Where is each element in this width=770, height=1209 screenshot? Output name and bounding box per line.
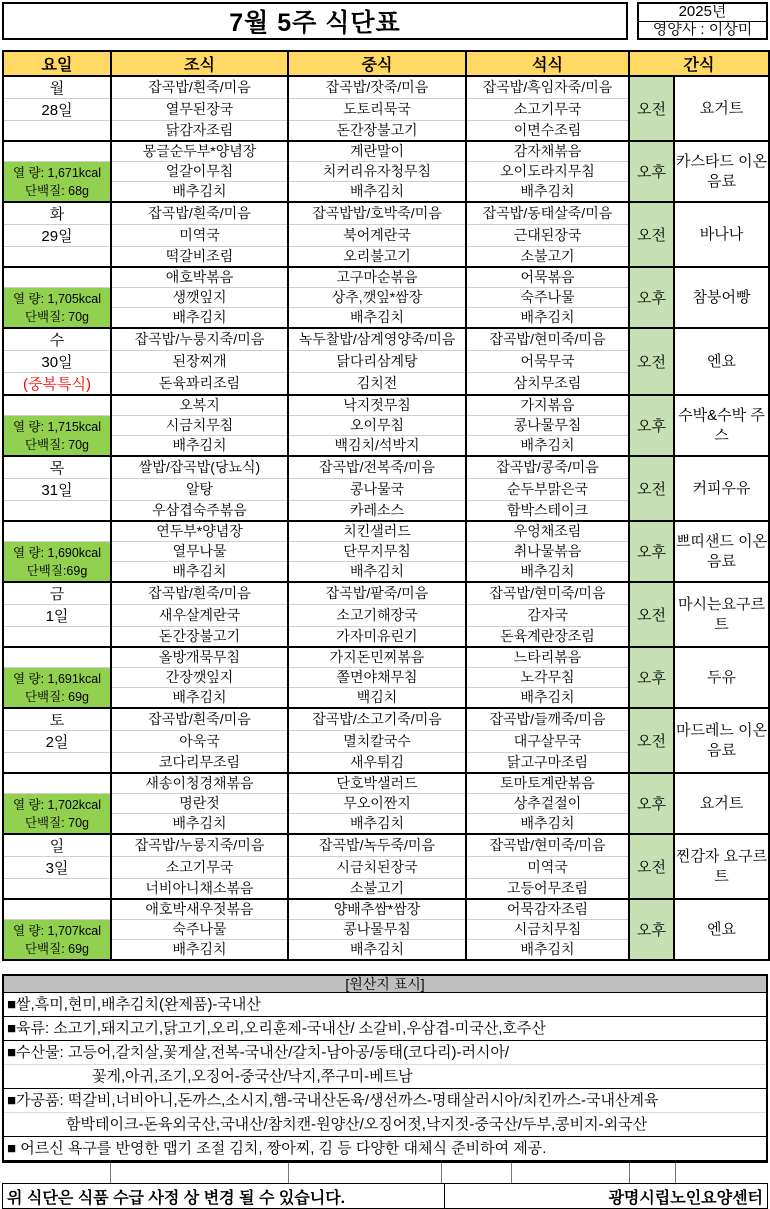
dinner-item: 가지볶음 xyxy=(466,395,629,416)
footer-facility-name: 광명시립노인요양센터 xyxy=(608,1189,763,1207)
origin-entry-notice xyxy=(4,1137,766,1160)
am-snack: 요거트 xyxy=(674,76,769,141)
am-label: 오전 xyxy=(629,76,674,141)
pm-snack: 수박&수박 주스 xyxy=(674,395,769,456)
lunch-item: 무오이짠지 xyxy=(288,794,466,814)
protein-value: 단백질:69g xyxy=(26,563,88,578)
day-row xyxy=(3,708,769,731)
lunch-item: 고구마순볶음 xyxy=(288,267,466,288)
dinner-item: 잡곡밥/현미죽/미음 xyxy=(466,582,629,605)
breakfast-item: 배추김치 xyxy=(111,436,288,457)
breakfast-item: 잡곡밥/누룽지죽/미음 xyxy=(111,328,288,351)
origin-line: 꽃게,아귀,조기,오징어-중국산/낙지,쭈구미-베트남 xyxy=(4,1064,766,1088)
breakfast-item: 몽글순두부*양념장 xyxy=(111,141,288,162)
lunch-item: 배추김치 xyxy=(288,940,466,961)
origin-line: ■ 어르신 욕구를 반영한 맵기 조절 김치, 짱아찌, 김 등 다양한 대체식 준비하여 제공. xyxy=(7,1140,547,1157)
grid-cell xyxy=(442,1163,512,1183)
lunch-item: 녹두찰밥/삼계영양죽/미음 xyxy=(288,328,466,351)
dinner-item: 잡곡밥/콩죽/미음 xyxy=(466,456,629,479)
day-row xyxy=(3,834,769,857)
day-row xyxy=(3,76,769,99)
protein-value: 단백질: 69g xyxy=(24,689,90,704)
lunch-item: 잡곡밥/녹두죽/미음 xyxy=(288,834,466,857)
lunch-item: 낙지젓무침 xyxy=(288,395,466,416)
grid-cell xyxy=(512,1163,630,1183)
am-snack: 엔요 xyxy=(674,328,769,395)
dinner-item: 대구살무국 xyxy=(466,731,629,753)
origin-entry-seafood xyxy=(4,1041,766,1089)
day-row xyxy=(3,456,769,479)
am-snack: 찐감자 요구르트 xyxy=(674,834,769,899)
lunch-item: 오이무침 xyxy=(288,416,466,436)
day-row xyxy=(3,202,769,225)
breakfast-item: 시금치무침 xyxy=(111,416,288,436)
breakfast-item: 올방개묵무침 xyxy=(111,647,288,668)
nutrition-cell xyxy=(3,794,111,835)
breakfast-item: 연두부*양념장 xyxy=(111,521,288,542)
lunch-item: 계란말이 xyxy=(288,141,466,162)
pm-label: 오후 xyxy=(629,395,674,456)
breakfast-item: 쌀밥/잡곡밥(당뇨식) xyxy=(111,456,288,479)
dinner-item: 토마토계란볶음 xyxy=(466,773,629,794)
page-title: 7월 5주 식단표 xyxy=(2,2,628,40)
nutrition-cell xyxy=(3,542,111,583)
protein-value: 단백질: 70g xyxy=(24,437,90,452)
lunch-item: 북어계란국 xyxy=(288,225,466,247)
protein-value: 단백질: 70g xyxy=(24,815,90,830)
day-empty-cell xyxy=(3,395,111,416)
year-label: 2025년 xyxy=(639,4,766,22)
lunch-item: 돈간장불고기 xyxy=(288,121,466,142)
breakfast-item: 열무나물 xyxy=(111,542,288,562)
dinner-item: 배추김치 xyxy=(466,436,629,457)
lunch-item: 김치전 xyxy=(288,373,466,396)
lunch-item: 소불고기 xyxy=(288,879,466,900)
col-header-snack: 간식 xyxy=(629,51,769,76)
kcal-value: 열 량: 1,707kcal xyxy=(12,923,102,938)
protein-value: 단백질: 69g xyxy=(24,941,90,956)
nutrition-cell xyxy=(3,162,111,203)
dinner-item: 배추김치 xyxy=(466,940,629,961)
dinner-item: 함박스테이크 xyxy=(466,501,629,522)
breakfast-item: 생깻잎지 xyxy=(111,288,288,308)
pm-snack: 참붕어빵 xyxy=(674,267,769,328)
dinner-item: 돈육계란장조림 xyxy=(466,627,629,648)
dinner-item: 배추김치 xyxy=(466,688,629,709)
nutritionist-label: 영양사 : 이상미 xyxy=(652,20,753,38)
lunch-item: 가지돈민찌볶음 xyxy=(288,647,466,668)
breakfast-item: 아욱국 xyxy=(111,731,288,753)
lunch-item: 상추,깻잎*쌈장 xyxy=(288,288,466,308)
breakfast-item: 얼갈이무침 xyxy=(111,162,288,182)
day-note xyxy=(3,501,111,522)
am-snack: 커피우유 xyxy=(674,456,769,521)
origin-line: ■가공품: 떡갈비,너비아니,돈까스,소시지,햄-국내산돈육/생선까스-명태살러시아/치킨까스-국내산계육 xyxy=(7,1092,659,1109)
day-note xyxy=(3,627,111,648)
nutrition-cell xyxy=(3,920,111,961)
pm-snack: 요거트 xyxy=(674,773,769,834)
breakfast-item: 애호박새우젓볶음 xyxy=(111,899,288,920)
dinner-item: 소불고기 xyxy=(466,247,629,268)
dinner-item: 잡곡밥/현미죽/미음 xyxy=(466,834,629,857)
breakfast-item: 배추김치 xyxy=(111,688,288,709)
year-box xyxy=(637,2,768,40)
dinner-item: 느타리볶음 xyxy=(466,647,629,668)
breakfast-item: 돈육꽈리조림 xyxy=(111,373,288,396)
am-label: 오전 xyxy=(629,328,674,395)
lunch-item: 도토리묵국 xyxy=(288,99,466,121)
lunch-item: 새우튀김 xyxy=(288,753,466,774)
dinner-item: 콩나물무침 xyxy=(466,416,629,436)
breakfast-item: 새송이청경채볶음 xyxy=(111,773,288,794)
breakfast-item: 애호박볶음 xyxy=(111,267,288,288)
breakfast-item: 배추김치 xyxy=(111,814,288,835)
nutrition-cell xyxy=(3,416,111,457)
dinner-item: 소고기무국 xyxy=(466,99,629,121)
breakfast-item: 된장찌개 xyxy=(111,351,288,373)
meal-plan-table xyxy=(2,50,770,961)
footer-row xyxy=(2,1183,768,1209)
lunch-item: 단호박샐러드 xyxy=(288,773,466,794)
lunch-item: 멸치칼국수 xyxy=(288,731,466,753)
day-row xyxy=(3,647,769,668)
day-row xyxy=(3,773,769,794)
breakfast-item: 미역국 xyxy=(111,225,288,247)
day-name: 화 xyxy=(3,202,111,225)
dinner-item: 배추김치 xyxy=(466,814,629,835)
kcal-value: 열 량: 1,671kcal xyxy=(12,165,102,180)
dinner-item: 잡곡밥/동태살죽/미음 xyxy=(466,202,629,225)
pm-label: 오후 xyxy=(629,647,674,708)
dinner-item: 미역국 xyxy=(466,857,629,879)
day-name: 일 xyxy=(3,834,111,857)
origin-entry-rice xyxy=(4,993,766,1017)
breakfast-item: 잡곡밥/흰죽/미음 xyxy=(111,76,288,99)
dinner-item: 노각무침 xyxy=(466,668,629,688)
day-empty-cell xyxy=(3,521,111,542)
breakfast-item: 배추김치 xyxy=(111,562,288,583)
breakfast-item: 배추김치 xyxy=(111,308,288,329)
day-row xyxy=(3,141,769,162)
breakfast-item: 명란젓 xyxy=(111,794,288,814)
day-date: 28일 xyxy=(3,99,111,121)
breakfast-item: 열무된장국 xyxy=(111,99,288,121)
day-note xyxy=(3,121,111,142)
meal-plan-page xyxy=(2,2,768,1209)
dinner-item: 잡곡밥/흑임자죽/미음 xyxy=(466,76,629,99)
grid-cell xyxy=(676,1163,768,1183)
day-empty-cell xyxy=(3,141,111,162)
day-date: 29일 xyxy=(3,225,111,247)
lunch-item: 배추김치 xyxy=(288,562,466,583)
dinner-item: 이면수조림 xyxy=(466,121,629,142)
day-name: 월 xyxy=(3,76,111,99)
lunch-item: 치킨샐러드 xyxy=(288,521,466,542)
dinner-item: 닭고구마조림 xyxy=(466,753,629,774)
lunch-item: 콩나물무침 xyxy=(288,920,466,940)
breakfast-item: 배추김치 xyxy=(111,940,288,961)
dinner-item: 상추겉절이 xyxy=(466,794,629,814)
day-row xyxy=(3,582,769,605)
day-empty-cell xyxy=(3,773,111,794)
grid-cell xyxy=(289,1163,442,1183)
lunch-item: 백김치 xyxy=(288,688,466,709)
day-row xyxy=(3,521,769,542)
am-label: 오전 xyxy=(629,708,674,773)
origin-line: ■육류: 소고기,돼지고기,닭고기,오리,오리훈제-국내산/ 소갈비,우삼겹-미국산,호주산 xyxy=(7,1020,546,1037)
dinner-item: 취나물볶음 xyxy=(466,542,629,562)
lunch-item: 백김치/석박지 xyxy=(288,436,466,457)
lunch-item: 잡곡밥/팥죽/미음 xyxy=(288,582,466,605)
dinner-item: 근대된장국 xyxy=(466,225,629,247)
lunch-item: 치커리유자청무침 xyxy=(288,162,466,182)
nutrition-cell xyxy=(3,668,111,709)
origin-line: ■수산물: 고등어,갈치살,꽃게살,전복-국내산/갈치-남아공/동태(코다리)-러시아/ xyxy=(7,1044,510,1061)
am-label: 오전 xyxy=(629,834,674,899)
origin-section xyxy=(2,974,768,1163)
dinner-item: 순두부맑은국 xyxy=(466,479,629,501)
lunch-item: 콩나물국 xyxy=(288,479,466,501)
breakfast-item: 떡갈비조림 xyxy=(111,247,288,268)
lunch-item: 카레소스 xyxy=(288,501,466,522)
am-label: 오전 xyxy=(629,202,674,267)
day-note xyxy=(3,879,111,900)
day-date: 1일 xyxy=(3,605,111,627)
protein-value: 단백질: 70g xyxy=(24,309,90,324)
day-date: 2일 xyxy=(3,731,111,753)
origin-entry-processed xyxy=(4,1089,766,1137)
grid-cell xyxy=(111,1163,289,1183)
spacer xyxy=(2,40,768,50)
day-empty-cell xyxy=(3,267,111,288)
lunch-item: 잡곡밥/전복죽/미음 xyxy=(288,456,466,479)
day-note: (중복특식) xyxy=(3,373,111,396)
pm-label: 오후 xyxy=(629,141,674,202)
day-row xyxy=(3,899,769,920)
dinner-item: 어묵무국 xyxy=(466,351,629,373)
day-date: 31일 xyxy=(3,479,111,501)
breakfast-item: 코다리무조림 xyxy=(111,753,288,774)
breakfast-item: 잡곡밥/흰죽/미음 xyxy=(111,202,288,225)
day-empty-cell xyxy=(3,647,111,668)
lunch-item: 양배추쌈*쌈장 xyxy=(288,899,466,920)
day-name: 토 xyxy=(3,708,111,731)
top-header xyxy=(2,2,768,40)
day-note xyxy=(3,247,111,268)
breakfast-item: 숙주나물 xyxy=(111,920,288,940)
dinner-item: 배추김치 xyxy=(466,308,629,329)
breakfast-item: 간장깻잎지 xyxy=(111,668,288,688)
breakfast-item: 잡곡밥/흰죽/미음 xyxy=(111,582,288,605)
dinner-item: 감자채볶음 xyxy=(466,141,629,162)
pm-snack: 쁘띠샌드 이온음료 xyxy=(674,521,769,582)
nutrition-cell xyxy=(3,288,111,329)
lunch-item: 소고기해장국 xyxy=(288,605,466,627)
dinner-item: 시금치무침 xyxy=(466,920,629,940)
footer-notice: 위 식단은 식품 수급 사정 상 변경 될 수 있습니다. xyxy=(3,1184,445,1208)
pm-snack: 카스타드 이온음료 xyxy=(674,141,769,202)
column-header-row xyxy=(3,51,769,76)
day-name: 수 xyxy=(3,328,111,351)
breakfast-item: 알탕 xyxy=(111,479,288,501)
lunch-item: 오리불고기 xyxy=(288,247,466,268)
origin-line: 함박테이크-돈육외국산,국내산/참치캔-원양산/오징어젓,낙지젓-중국산/두부,콩비지-외국산 xyxy=(4,1112,766,1136)
dinner-item: 어묵볶음 xyxy=(466,267,629,288)
day-name: 금 xyxy=(3,582,111,605)
breakfast-item: 배추김치 xyxy=(111,182,288,203)
day-row xyxy=(3,395,769,416)
breakfast-item: 새우살계란국 xyxy=(111,605,288,627)
pm-label: 오후 xyxy=(629,899,674,960)
lunch-item: 단무지무침 xyxy=(288,542,466,562)
breakfast-item: 너비아니채소볶음 xyxy=(111,879,288,900)
day-row xyxy=(3,267,769,288)
dinner-item: 감자국 xyxy=(466,605,629,627)
am-snack: 바나나 xyxy=(674,202,769,267)
breakfast-item: 잡곡밥/누룽지죽/미음 xyxy=(111,834,288,857)
dinner-item: 잡곡밥/들깨죽/미음 xyxy=(466,708,629,731)
dinner-item: 오이도라지무침 xyxy=(466,162,629,182)
pm-label: 오후 xyxy=(629,773,674,834)
dinner-item: 배추김치 xyxy=(466,562,629,583)
col-header-breakfast: 조식 xyxy=(111,51,288,76)
origin-entry-meat xyxy=(4,1017,766,1041)
dinner-item: 배추김치 xyxy=(466,182,629,203)
protein-value: 단백질: 68g xyxy=(24,183,90,198)
am-snack: 마드레느 이온음료 xyxy=(674,708,769,773)
kcal-value: 열 량: 1,690kcal xyxy=(12,545,102,560)
breakfast-item: 오복지 xyxy=(111,395,288,416)
origin-line: ■쌀,흑미,현미,배추김치(완제품)-국내산 xyxy=(7,996,261,1013)
lunch-item: 가자미유린기 xyxy=(288,627,466,648)
header-gap xyxy=(628,2,637,40)
breakfast-item: 잡곡밥/흰죽/미음 xyxy=(111,708,288,731)
lunch-item: 잡곡밥밥/호박죽/미음 xyxy=(288,202,466,225)
dinner-item: 숙주나물 xyxy=(466,288,629,308)
breakfast-item: 돈간장불고기 xyxy=(111,627,288,648)
day-note xyxy=(3,753,111,774)
am-snack: 마시는요구르트 xyxy=(674,582,769,647)
day-date: 30일 xyxy=(3,351,111,373)
lunch-item: 배추김치 xyxy=(288,308,466,329)
kcal-value: 열 량: 1,702kcal xyxy=(12,797,102,812)
breakfast-item: 닭감자조림 xyxy=(111,121,288,142)
lunch-item: 시금치된장국 xyxy=(288,857,466,879)
grid-cell xyxy=(630,1163,676,1183)
dinner-item: 고등어무조림 xyxy=(466,879,629,900)
col-header-lunch: 중식 xyxy=(288,51,466,76)
am-label: 오전 xyxy=(629,582,674,647)
col-header-day: 요일 xyxy=(3,51,111,76)
dinner-item: 잡곡밥/현미죽/미음 xyxy=(466,328,629,351)
dinner-item: 어묵감자조림 xyxy=(466,899,629,920)
pm-label: 오후 xyxy=(629,267,674,328)
lunch-item: 잡곡밥/소고기죽/미음 xyxy=(288,708,466,731)
kcal-value: 열 량: 1,715kcal xyxy=(12,419,102,434)
lunch-item: 배추김치 xyxy=(288,182,466,203)
day-row xyxy=(3,328,769,351)
am-label: 오전 xyxy=(629,456,674,521)
pm-label: 오후 xyxy=(629,521,674,582)
origin-section-title: [원산지 표시] xyxy=(4,976,766,993)
grid-cell xyxy=(2,1163,111,1183)
breakfast-item: 우삼겹숙주볶음 xyxy=(111,501,288,522)
empty-grid-row xyxy=(2,1163,768,1183)
lunch-item: 쫄면야채무침 xyxy=(288,668,466,688)
dinner-item: 삼치무조림 xyxy=(466,373,629,396)
col-header-dinner: 석식 xyxy=(466,51,629,76)
breakfast-item: 소고기무국 xyxy=(111,857,288,879)
lunch-item: 잡곡밥/잣죽/미음 xyxy=(288,76,466,99)
day-empty-cell xyxy=(3,899,111,920)
dinner-item: 우엉채조림 xyxy=(466,521,629,542)
pm-snack: 엔요 xyxy=(674,899,769,960)
lunch-item: 배추김치 xyxy=(288,814,466,835)
kcal-value: 열 량: 1,691kcal xyxy=(12,671,102,686)
day-name: 목 xyxy=(3,456,111,479)
kcal-value: 열 량: 1,705kcal xyxy=(12,291,102,306)
pm-snack: 두유 xyxy=(674,647,769,708)
day-date: 3일 xyxy=(3,857,111,879)
lunch-item: 닭다리삼계탕 xyxy=(288,351,466,373)
